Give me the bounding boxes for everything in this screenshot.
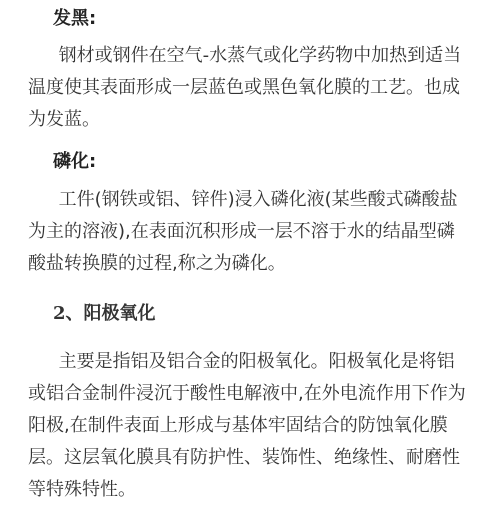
heading-blacken: 发黑: [53, 8, 97, 29]
paragraph-blacken: 钢材或钢件在空气-水蒸气或化学药物中加热到适当温度使其表面形成一层蓝色或黑色氧化膜的工艺。也成为发蓝。 [28, 45, 462, 130]
paragraph-anodize: 主要是指铝及铝合金的阳极氧化。阳极氧化是将铝或铝合金制件浸沉于酸性电解液中,在外电流作用下作为阳极,在制件表面上形成与基体牢固结合的防蚀氧化膜层。这层氧化膜具有防护性、装饰性、绝缘性、耐磨性等特殊特性。 [28, 351, 466, 500]
paragraph-phosphate: 工件(钢铁或铝、锌件)浸入磷化液(某些酸式磷酸盐为主的溶液),在表面沉积形成一层不溶于水的结晶型磷酸盐转换膜的过程,称之为磷化。 [28, 189, 458, 274]
section-title-anodize: 2、阳极氧化 [53, 303, 156, 324]
heading-phosphate: 磷化: [53, 151, 97, 172]
